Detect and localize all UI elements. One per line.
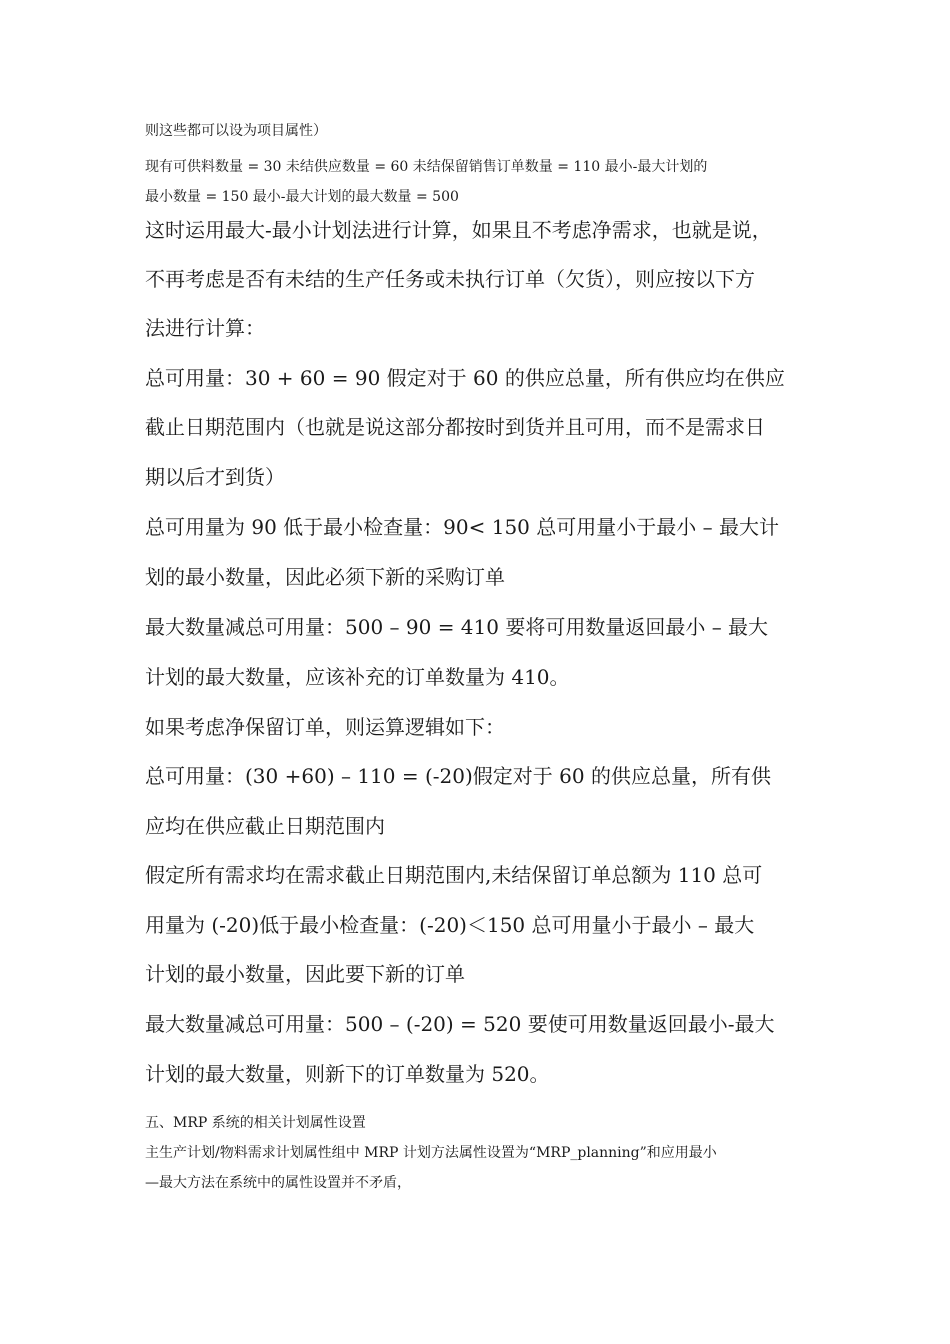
intro-line: 现有可供料数量 = 30 未结供应数量 = 60 未结保留销售订单数量 = 110 最小-最大计划的 xyxy=(145,159,708,175)
body-line: 期以后才到货） xyxy=(145,465,285,489)
body-line: 截止日期范围内（也就是说这部分都按时到货并且可用，而不是需求日 xyxy=(145,415,765,439)
section-line: —最大方法在系统中的属性设置并不矛盾， xyxy=(145,1175,411,1191)
body-line: 计划的最大数量，应该补充的订单数量为 410。 xyxy=(145,665,570,689)
body-line: 计划的最大数量，则新下的订单数量为 520。 xyxy=(145,1062,550,1086)
body-line: 计划的最小数量，因此要下新的订单 xyxy=(145,962,465,986)
body-line: 用量为 (-20)低于最小检查量：(-20)＜150 总可用量小于最小 – 最大 xyxy=(145,913,755,937)
body-line: 不再考虑是否有未结的生产任务或未执行订单（欠货），则应按以下方 xyxy=(145,267,755,291)
body-line: 划的最小数量，因此必须下新的采购订单 xyxy=(145,565,505,589)
body-line: 最大数量减总可用量：500 – (-20) = 520 要使可用数量返回最小-最大 xyxy=(145,1012,775,1036)
section-heading: 五、MRP 系统的相关计划属性设置 xyxy=(145,1115,366,1131)
body-line: 如果考虑净保留订单，则运算逻辑如下： xyxy=(145,715,505,739)
body-line: 应均在供应截止日期范围内 xyxy=(145,814,385,838)
body-line: 最大数量减总可用量：500 – 90 = 410 要将可用数量返回最小 – 最大 xyxy=(145,615,769,639)
body-line: 总可用量为 90 低于最小检查量：90< 150 总可用量小于最小 – 最大计 xyxy=(145,515,779,539)
intro-line: 最小数量 = 150 最小-最大计划的最大数量 = 500 xyxy=(145,189,459,205)
body-line: 这时运用最大-最小计划法进行计算，如果且不考虑净需求，也就是说， xyxy=(145,218,772,242)
intro-line: 则这些都可以设为项目属性） xyxy=(145,123,327,139)
body-line: 总可用量：30 + 60 = 90 假定对于 60 的供应总量，所有供应均在供应 xyxy=(145,366,785,390)
section-line: 主生产计划/物料需求计划属性组中 MRP 计划方法属性设置为“MRP_planning”和应用最小 xyxy=(145,1145,717,1161)
body-line: 假定所有需求均在需求截止日期范围内,未结保留订单总额为 110 总可 xyxy=(145,863,763,887)
body-line: 法进行计算： xyxy=(145,316,265,340)
body-line: 总可用量：(30 +60) – 110 = (-20)假定对于 60 的供应总量，所有供 xyxy=(145,764,771,788)
